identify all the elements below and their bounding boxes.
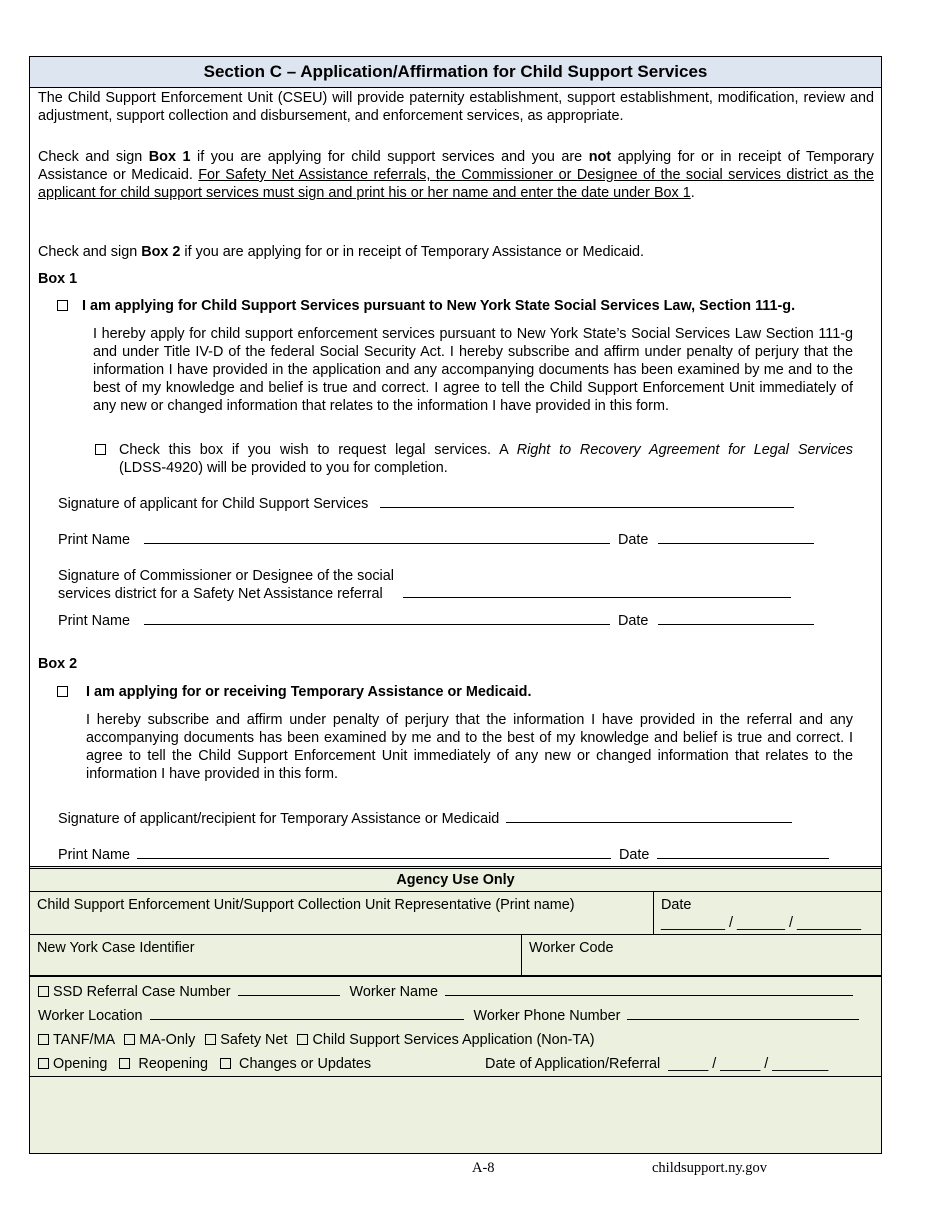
worker-phone-line[interactable] [627, 1007, 859, 1020]
sig-commissioner-row: Signature of Commissioner or Designee of the social services district for a Safety Net Assistance referral [58, 567, 791, 603]
worker-location-row: Worker Location Worker Phone Number [38, 1007, 859, 1025]
print-name-line[interactable] [144, 612, 610, 625]
agency-use-only [30, 866, 881, 1153]
checkbox-icon[interactable] [297, 1034, 308, 1045]
checkbox-icon[interactable] [38, 986, 49, 997]
agency-title: Agency Use Only [30, 869, 881, 892]
program-options-row: TANF/MA MA-Only Safety Net Child Support Services Application (Non-TA) [38, 1031, 595, 1049]
case-identifier-field[interactable]: New York Case Identifier [30, 935, 522, 975]
footer-site: childsupport.ny.gov [652, 1160, 768, 1176]
checkbox-icon[interactable] [57, 686, 68, 697]
checkbox-icon[interactable] [95, 444, 106, 455]
box2-heading: Box 2 [38, 656, 78, 672]
case-action-row: Opening Reopening Changes or Updates Date of Application/Referral _____ / _____ / _______ [38, 1055, 828, 1073]
signature-line[interactable] [506, 810, 792, 823]
worker-code-field[interactable]: Worker Code [529, 940, 614, 956]
sig-recipient-row: Signature of applicant/recipient for Temporary Assistance or Medicaid [58, 810, 792, 828]
sig-applicant-row: Signature of applicant for Child Support Services [58, 495, 794, 513]
ssd-referral-row: SSD Referral Case Number Worker Name [38, 983, 853, 1001]
checkbox-icon[interactable] [57, 300, 68, 311]
worker-location-line[interactable] [150, 1007, 464, 1020]
box1-heading: Box 1 [38, 271, 78, 287]
checkbox-icon[interactable] [205, 1034, 216, 1045]
box1-affirmation: I hereby apply for child support enforcement services pursuant to New York State’s Social Services Law Section 111-g and under Title IV-D of the federal Social Security Act. I hereby subscribe and affirm under penalty of perjury that the information I have provided in the application and any accompanying documents has been examined by me and to the best of my knowledge and belief is true and correct. I agree to tell the Child Support Enforcement Unit immediately of any new or changed information that relates to the information I have provided in this form. [93, 326, 853, 414]
cseu-rep-field[interactable]: Child Support Enforcement Unit/Support Collection Unit Representative (Print name) [30, 892, 654, 934]
date-line[interactable] [657, 846, 829, 859]
print-name-row-2: Print Name Date [58, 612, 814, 630]
agency-row-rep [30, 892, 881, 935]
box1-checkbox-label: I am applying for Child Support Services pursuant to New York State Social Services Law, Section 111-g. [82, 298, 796, 314]
checkbox-icon[interactable] [38, 1058, 49, 1069]
box2-checkbox-label: I am applying for or receiving Temporary Assistance or Medicaid. [86, 684, 532, 700]
instruction-box2: Check and sign Box 2 if you are applying for or in receipt of Temporary Assistance or Medicaid. [38, 244, 645, 260]
form-body [30, 88, 881, 866]
ssd-number-line[interactable] [238, 983, 340, 996]
agency-notes-area[interactable] [30, 1077, 881, 1153]
agency-row-case [30, 935, 881, 977]
box2-apply-checkbox[interactable] [57, 684, 531, 700]
signature-line[interactable] [403, 585, 791, 598]
section-title: Section C – Application/Affirmation for Child Support Services [30, 57, 881, 88]
checkbox-icon[interactable] [124, 1034, 135, 1045]
instruction-box1: Check and sign Box 1 if you are applying for child support services and you are not applying for or in receipt of Temporary Assistance or Medicaid. For Safety Net Assistance referrals, the Commissioner or Designee of the social services district as the applicant for child support services must sign and print his or her name and enter the date under Box 1. [38, 149, 874, 201]
print-name-line[interactable] [144, 531, 610, 544]
date-line[interactable] [658, 612, 814, 625]
print-name-line[interactable] [137, 846, 611, 859]
checkbox-icon[interactable] [220, 1058, 231, 1069]
print-name-row-1: Print Name Date [58, 531, 814, 549]
box1-apply-checkbox[interactable] [57, 298, 795, 314]
print-name-row-3: Print Name Date [58, 846, 829, 864]
checkbox-icon[interactable] [38, 1034, 49, 1045]
legal-services-checkbox[interactable]: Check this box if you wish to request legal services. A Right to Recovery Agreement for Legal Services (LDSS-4920) will be provided to you for completion. [95, 441, 853, 477]
worker-name-line[interactable] [445, 983, 853, 996]
signature-line[interactable] [380, 495, 794, 508]
page-number: A-8 [472, 1160, 495, 1176]
intro-paragraph: The Child Support Enforcement Unit (CSEU) will provide paternity establishment, support establishment, modification, review and adjustment, support collection and disbursement, and enforcement services, as appropriate. [38, 90, 874, 124]
box2-affirmation: I hereby subscribe and affirm under penalty of perjury that the information I have provided in the referral and any accompanying documents has been examined by me and to the best of my knowledge and belief is true and correct. I agree to tell the Child Support Enforcement Unit immediately of any new or changed information that relates to the information I have provided in this form. [86, 712, 853, 782]
agency-details [30, 977, 881, 1077]
form-section-c [29, 56, 882, 1154]
date-line[interactable] [658, 531, 814, 544]
rep-date-field[interactable]: Date ________ / ______ / ________ [661, 897, 862, 931]
checkbox-icon[interactable] [119, 1058, 130, 1069]
